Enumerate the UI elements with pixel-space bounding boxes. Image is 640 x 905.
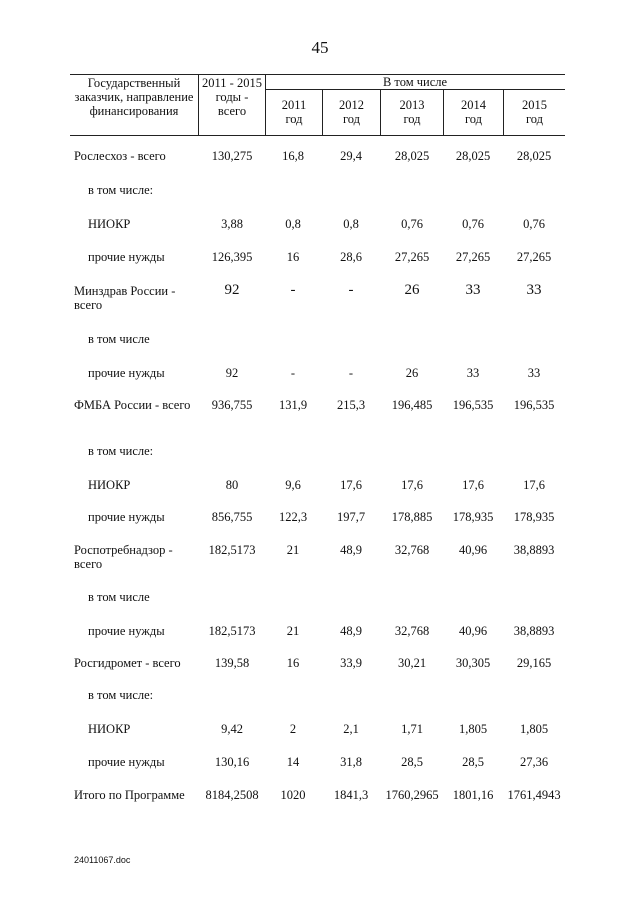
cell-year-2011: 16	[286, 250, 300, 264]
header-bottom-rule	[70, 135, 565, 136]
cell-year-2015: 196,535	[513, 398, 555, 412]
cell-total: 80	[225, 478, 239, 492]
row-label: Минздрав России - всего	[74, 284, 176, 312]
cell-year-2014: 40,96	[458, 543, 488, 557]
cell-total: 3,88	[221, 217, 243, 231]
cell-year-2014: 27,265	[455, 250, 491, 264]
cell-year-2011: 21	[286, 624, 300, 638]
row-label: Росгидромет - всего	[74, 656, 181, 670]
cell-year-2012: -	[348, 366, 354, 380]
cell-year-2015: 17,6	[523, 478, 545, 492]
cell-year-2011: 131,9	[278, 398, 308, 412]
cell-year-2015: 38,8893	[513, 624, 555, 638]
cell-total: 182,5173	[208, 543, 256, 557]
cell-year-2012: -	[348, 282, 354, 298]
cell-year-2011: -	[290, 366, 296, 380]
cell-total: 9,42	[221, 722, 243, 736]
cell-year-2012: 29,4	[340, 149, 362, 163]
row-label: Итого по Программе	[74, 788, 185, 802]
cell-year-2014: 40,96	[458, 624, 488, 638]
cell-year-2015: 38,8893	[513, 543, 555, 557]
cell-year-2011: 0,8	[285, 217, 301, 231]
cell-year-2012: 2,1	[343, 722, 359, 736]
header-year-2014: 2014 год	[461, 98, 486, 126]
row-label: ФМБА России - всего	[74, 398, 191, 412]
cell-year-2013: 26	[405, 366, 419, 380]
cell-year-2013: 28,5	[401, 755, 423, 769]
cell-year-2011: 1020	[280, 788, 306, 802]
cell-total: 139,58	[214, 656, 250, 670]
row-label: в том числе:	[88, 688, 154, 702]
cell-total: 130,16	[214, 755, 250, 769]
cell-year-2015: 1761,4943	[507, 788, 561, 802]
row-label: в том числе:	[88, 444, 154, 458]
cell-total: 130,275	[211, 149, 253, 163]
cell-total: 856,755	[211, 510, 253, 524]
row-label: в том числе:	[88, 183, 154, 197]
cell-year-2012: 215,3	[336, 398, 366, 412]
cell-year-2015: 27,265	[516, 250, 552, 264]
row-label: прочие нужды	[88, 624, 165, 638]
cell-year-2013: 30,21	[397, 656, 427, 670]
row-label: в том числе	[88, 332, 150, 346]
header-year-2011: 2011 год	[281, 98, 307, 126]
cell-year-2011: 9,6	[285, 478, 301, 492]
cell-year-2012: 31,8	[340, 755, 362, 769]
cell-year-2015: 28,025	[516, 149, 552, 163]
cell-total: 92	[225, 366, 239, 380]
cell-year-2013: 32,768	[394, 624, 430, 638]
header-including: В том числе	[382, 75, 448, 89]
cell-year-2011: 21	[286, 543, 300, 557]
cell-year-2015: 29,165	[516, 656, 552, 670]
cell-year-2013: 178,885	[391, 510, 433, 524]
cell-year-2015: 27,36	[519, 755, 549, 769]
cell-year-2012: 48,9	[340, 543, 362, 557]
row-label: прочие нужды	[88, 366, 165, 380]
header-customer: Государственный заказчик, направление финансирования	[74, 76, 194, 118]
table-row	[0, 543, 640, 583]
cell-year-2013: 196,485	[391, 398, 433, 412]
cell-year-2014: 28,025	[455, 149, 491, 163]
cell-year-2015: 178,935	[513, 510, 555, 524]
cell-year-2012: 33,9	[340, 656, 362, 670]
table-row	[0, 398, 640, 438]
header-year-2013: 2013 год	[399, 98, 425, 126]
including-rule	[265, 89, 565, 90]
row-label: Роспотребнадзор - всего	[74, 543, 173, 571]
footer-filename: 24011067.doc	[74, 855, 131, 865]
cell-year-2015: 1,805	[519, 722, 549, 736]
cell-year-2012: 17,6	[340, 478, 362, 492]
row-label: прочие нужды	[88, 250, 165, 264]
cell-year-2013: 0,76	[401, 217, 423, 231]
cell-year-2013: 1760,2965	[385, 788, 439, 802]
cell-year-2014: 33	[466, 366, 480, 380]
cell-year-2014: 30,305	[455, 656, 491, 670]
cell-year-2011: 16,8	[282, 149, 304, 163]
cell-year-2013: 1,71	[401, 722, 423, 736]
row-label: НИОКР	[88, 722, 131, 736]
table-row	[0, 284, 640, 324]
cell-year-2013: 32,768	[394, 543, 430, 557]
cell-total: 936,755	[211, 398, 253, 412]
header-total: 2011 - 2015 годы - всего	[202, 76, 262, 118]
row-label: прочие нужды	[88, 755, 165, 769]
cell-year-2014: 17,6	[462, 478, 484, 492]
cell-year-2013: 28,025	[394, 149, 430, 163]
cell-year-2013: 17,6	[401, 478, 423, 492]
cell-total: 126,395	[211, 250, 253, 264]
page-number: 45	[311, 38, 329, 57]
cell-year-2014: 196,535	[452, 398, 494, 412]
cell-year-2012: 0,8	[343, 217, 359, 231]
cell-year-2014: 0,76	[462, 217, 484, 231]
cell-year-2012: 48,9	[340, 624, 362, 638]
row-label: прочие нужды	[88, 510, 165, 524]
cell-year-2015: 33	[526, 282, 542, 298]
header-year-2015: 2015 год	[522, 98, 547, 126]
cell-year-2011: 14	[286, 755, 300, 769]
cell-year-2012: 28,6	[340, 250, 362, 264]
cell-year-2013: 26	[404, 282, 420, 298]
table-row	[0, 788, 640, 828]
cell-year-2014: 1801,16	[452, 788, 494, 802]
cell-year-2014: 33	[465, 282, 481, 298]
cell-year-2011: 122,3	[278, 510, 308, 524]
row-label: в том числе	[88, 590, 150, 604]
cell-total: 182,5173	[208, 624, 256, 638]
cell-year-2012: 197,7	[336, 510, 366, 524]
cell-year-2012: 1841,3	[333, 788, 369, 802]
cell-total: 92	[224, 282, 240, 298]
cell-total: 8184,2508	[205, 788, 259, 802]
cell-year-2011: 2	[289, 722, 297, 736]
cell-year-2013: 27,265	[394, 250, 430, 264]
cell-year-2014: 28,5	[462, 755, 484, 769]
cell-year-2011: 16	[286, 656, 300, 670]
header-divider	[198, 74, 199, 135]
cell-year-2014: 178,935	[452, 510, 494, 524]
cell-year-2015: 0,76	[523, 217, 545, 231]
cell-year-2011: -	[290, 282, 296, 298]
cell-year-2015: 33	[527, 366, 541, 380]
row-label: НИОКР	[88, 478, 131, 492]
row-label: Рослесхоз - всего	[74, 149, 166, 163]
cell-year-2014: 1,805	[458, 722, 488, 736]
row-label: НИОКР	[88, 217, 131, 231]
header-year-2012: 2012 год	[339, 98, 364, 126]
